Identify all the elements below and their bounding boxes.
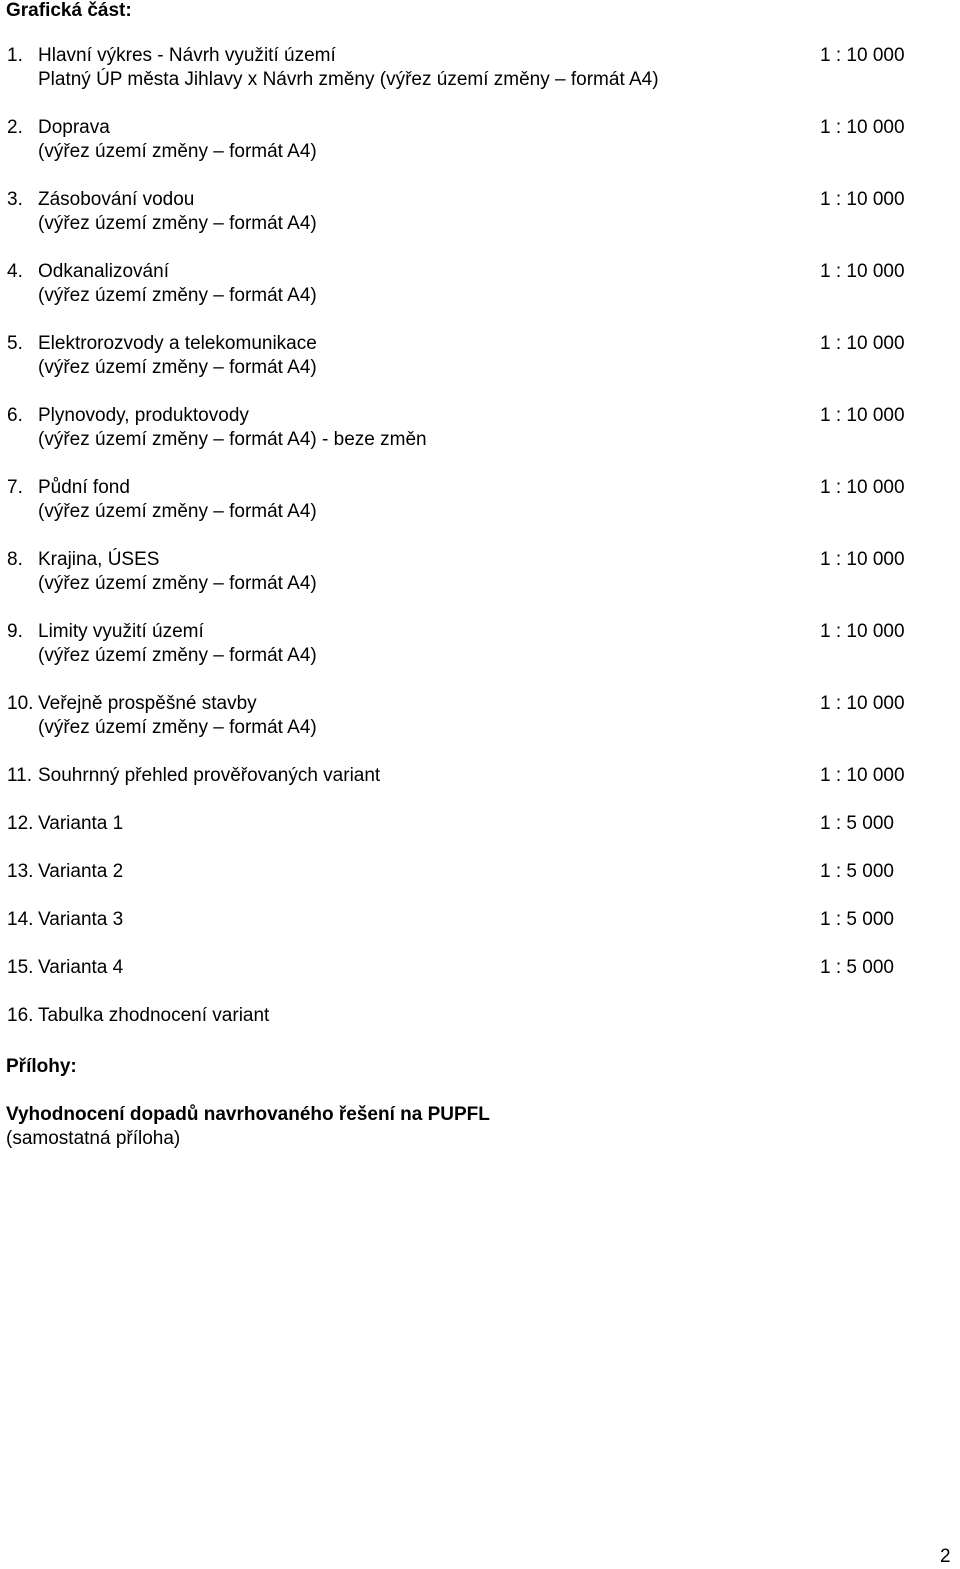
item-scale: 1 : 10 000 (820, 261, 905, 282)
item-title: Varianta 2 (38, 861, 124, 882)
appendix-title: Vyhodnocení dopadů navrhovaného řešení na PUPFL (6, 1104, 490, 1125)
item-subtitle: (výřez území změny – formát A4) (38, 717, 317, 738)
item-title: Varianta 4 (38, 957, 124, 978)
item-number: 8. (7, 549, 23, 570)
item-scale: 1 : 10 000 (820, 477, 905, 498)
item-scale: 1 : 10 000 (820, 189, 905, 210)
item-scale: 1 : 10 000 (820, 45, 905, 66)
item-title: Doprava (38, 117, 110, 138)
item-scale: 1 : 5 000 (820, 861, 894, 882)
item-subtitle: (výřez území změny – formát A4) (38, 213, 317, 234)
item-subtitle: (výřez území změny – formát A4) - beze změn (38, 429, 427, 450)
item-number: 9. (7, 621, 23, 642)
item-number: 2. (7, 117, 23, 138)
item-subtitle: (výřez území změny – formát A4) (38, 357, 317, 378)
item-scale: 1 : 10 000 (820, 765, 905, 786)
item-subtitle: (výřez území změny – formát A4) (38, 285, 317, 306)
item-number: 14. (7, 909, 34, 930)
item-scale: 1 : 10 000 (820, 549, 905, 570)
item-title: Tabulka zhodnocení variant (38, 1005, 270, 1026)
item-number: 15. (7, 957, 34, 978)
item-subtitle: (výřez území změny – formát A4) (38, 573, 317, 594)
item-number: 5. (7, 333, 23, 354)
item-subtitle: (výřez území změny – formát A4) (38, 501, 317, 522)
item-scale: 1 : 10 000 (820, 621, 905, 642)
item-number: 7. (7, 477, 23, 498)
item-scale: 1 : 5 000 (820, 909, 894, 930)
appendix-note: (samostatná příloha) (6, 1128, 181, 1149)
item-scale: 1 : 5 000 (820, 957, 894, 978)
item-number: 10. (7, 693, 34, 714)
item-number: 13. (7, 861, 34, 882)
item-scale: 1 : 5 000 (820, 813, 894, 834)
item-title: Varianta 1 (38, 813, 124, 834)
item-number: 16. (7, 1005, 34, 1026)
item-title: Odkanalizování (38, 261, 169, 282)
item-title: Varianta 3 (38, 909, 124, 930)
item-scale: 1 : 10 000 (820, 117, 905, 138)
item-title: Půdní fond (38, 477, 130, 498)
item-scale: 1 : 10 000 (820, 693, 905, 714)
item-subtitle: (výřez území změny – formát A4) (38, 141, 317, 162)
graphic-part-heading: Grafická část: (6, 0, 132, 21)
appendix-heading: Přílohy: (6, 1056, 77, 1077)
item-title: Krajina, ÚSES (38, 549, 160, 570)
item-title: Souhrnný přehled prověřovaných variant (38, 765, 381, 786)
item-scale: 1 : 10 000 (820, 405, 905, 426)
item-number: 6. (7, 405, 23, 426)
item-title: Plynovody, produktovody (38, 405, 249, 426)
item-title: Elektrorozvody a telekomunikace (38, 333, 317, 354)
item-number: 11. (7, 765, 33, 786)
item-subtitle: Platný ÚP města Jihlavy x Návrh změny (výřez území změny – formát A4) (38, 69, 659, 90)
page-number: 2 (940, 1546, 951, 1567)
item-number: 4. (7, 261, 23, 282)
item-scale: 1 : 10 000 (820, 333, 905, 354)
item-title: Hlavní výkres - Návrh využití území (38, 45, 336, 66)
item-subtitle: (výřez území změny – formát A4) (38, 645, 317, 666)
item-title: Zásobování vodou (38, 189, 195, 210)
item-title: Limity využití území (38, 621, 204, 642)
item-number: 1. (7, 45, 23, 66)
item-title: Veřejně prospěšné stavby (38, 693, 257, 714)
item-number: 12. (7, 813, 34, 834)
item-number: 3. (7, 189, 23, 210)
